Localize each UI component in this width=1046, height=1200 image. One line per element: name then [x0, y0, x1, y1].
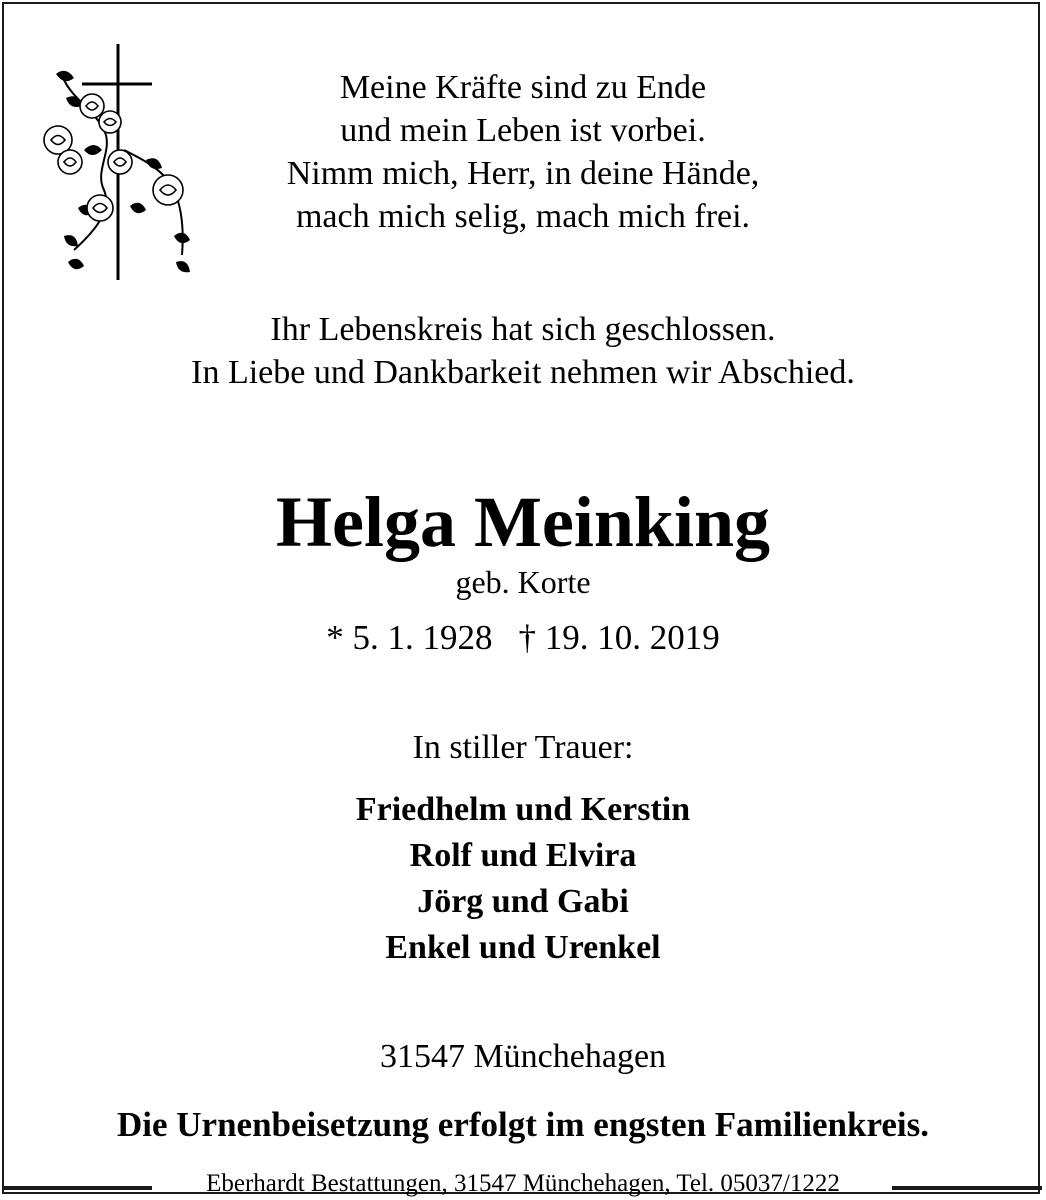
burial-notice: Die Urnenbeisetzung erfolgt im engsten Familienkreis. — [116, 1105, 930, 1144]
birth-date: * 5. 1. 1928 — [326, 618, 493, 657]
mourner-entry: Enkel und Urenkel — [385, 929, 661, 966]
birth-name: geb. Korte — [455, 564, 591, 600]
farewell-line: In Liebe und Dankbarkeit nehmen wir Abschied. — [191, 354, 855, 391]
funeral-home-credit: Eberhardt Bestattungen, 31547 Münchehagen, Tel. 05037/1222 — [206, 1170, 840, 1197]
farewell-line: Ihr Lebenskreis hat sich geschlossen. — [270, 311, 776, 348]
mourner-entry: Jörg und Gabi — [417, 883, 629, 920]
mourners-list — [0, 787, 1046, 971]
verse-line: Nimm mich, Herr, in deine Hände, — [286, 155, 760, 192]
verse — [0, 66, 1046, 238]
verse-line: Meine Kräfte sind zu Ende — [339, 69, 707, 106]
farewell-text — [0, 308, 1046, 394]
mourner-entry: Rolf und Elvira — [409, 837, 637, 874]
location: 31547 Münchehagen — [379, 1038, 667, 1075]
deceased-name: Helga Meinking — [275, 482, 770, 562]
footer — [0, 1166, 1046, 1200]
life-dates — [0, 616, 1046, 660]
mourning-label: In stiller Trauer: — [412, 729, 634, 766]
mourner-entry: Friedhelm und Kerstin — [355, 791, 691, 828]
verse-line: mach mich selig, mach mich frei. — [295, 198, 751, 235]
death-date: † 19. 10. 2019 — [518, 618, 720, 657]
verse-line: und mein Leben ist vorbei. — [340, 112, 706, 149]
